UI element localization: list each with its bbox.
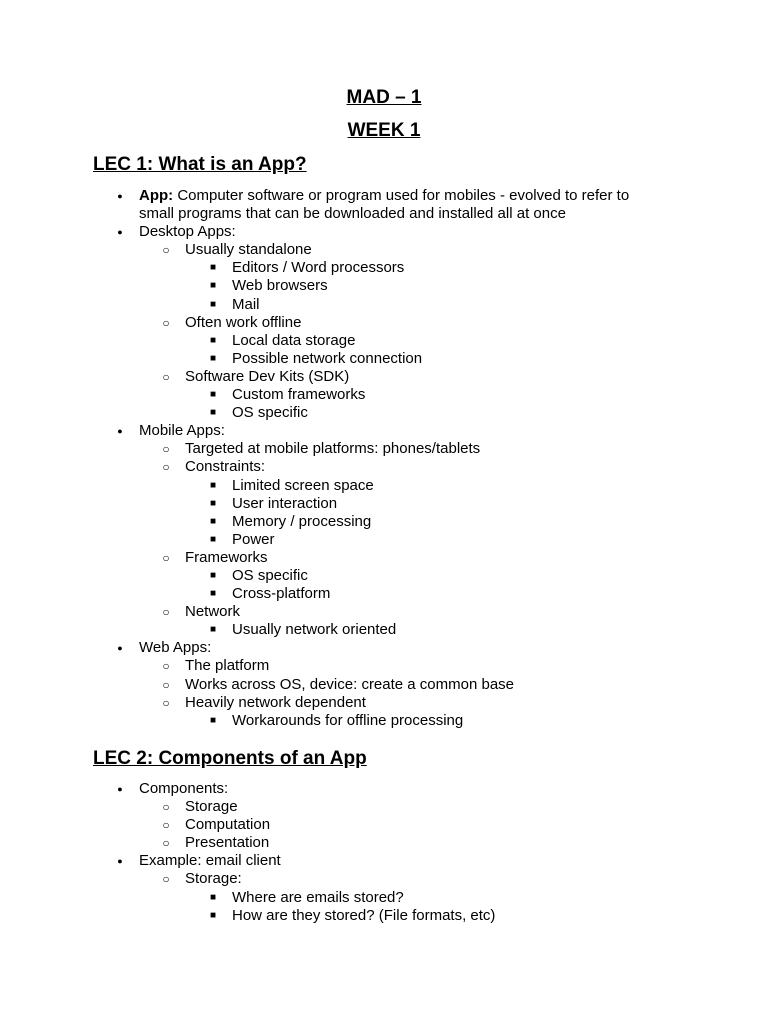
list-item-text: Software Dev Kits (SDK) [185, 367, 350, 385]
list-item-text: Network [185, 603, 241, 621]
list-item [0, 657, 768, 675]
list-item-text: Desktop Apps: [139, 223, 236, 241]
square-bullet-icon [205, 585, 221, 603]
list-item-text: User interaction [232, 494, 338, 512]
hollow-circle-bullet-icon [158, 549, 174, 567]
hollow-circle-bullet-icon [158, 834, 174, 852]
list-item [0, 422, 768, 440]
square-bullet-icon [205, 259, 221, 277]
lecture-1-heading: LEC 1: What is an App? [93, 154, 307, 175]
term-label: App: [139, 187, 174, 204]
hollow-circle-bullet-icon [158, 440, 174, 458]
list-item-text: Memory / processing [232, 512, 372, 530]
list-item-text: Editors / Word processors [232, 259, 405, 277]
list-item-text: Example: email client [139, 852, 281, 870]
list-item-text: Mail [232, 295, 260, 313]
list-item-text: Frameworks [185, 548, 268, 566]
list-item-text: Workarounds for offline processing [232, 711, 464, 729]
list-item-text: Storage [185, 798, 238, 816]
list-item-text: OS specific [232, 404, 308, 422]
list-item-text: Usually standalone [185, 241, 312, 259]
list-item [0, 404, 768, 422]
list-item [0, 816, 768, 834]
list-item-text: Power [232, 530, 275, 548]
list-item-text: Constraints: [185, 458, 266, 476]
square-bullet-icon [205, 296, 221, 314]
list-item-text: Heavily network dependent [185, 693, 366, 711]
hollow-circle-bullet-icon [158, 676, 174, 694]
list-item [0, 621, 768, 639]
list-item [0, 834, 768, 852]
square-bullet-icon [205, 513, 221, 531]
square-bullet-icon [205, 907, 221, 925]
list-item [0, 495, 768, 513]
square-bullet-icon [205, 477, 221, 495]
list-item-text: Limited screen space [232, 476, 374, 494]
list-item-text: Mobile Apps: [139, 422, 225, 440]
hollow-circle-bullet-icon [158, 241, 174, 259]
list-item [0, 694, 768, 712]
lecture-2-heading: LEC 2: Components of an App [93, 748, 367, 769]
filled-circle-bullet-icon [112, 223, 128, 242]
list-item [0, 386, 768, 404]
square-bullet-icon [205, 404, 221, 422]
list-item [0, 332, 768, 350]
list-item [0, 477, 768, 495]
list-item-text: Where are emails stored? [232, 888, 404, 906]
filled-circle-bullet-icon [112, 422, 128, 441]
list-item [0, 187, 768, 223]
hollow-circle-bullet-icon [158, 694, 174, 712]
list-item [0, 889, 768, 907]
list-item [0, 513, 768, 531]
list-item [0, 549, 768, 567]
list-item-text: Cross-platform [232, 585, 331, 603]
list-item-text: How are they stored? (File formats, etc) [232, 906, 496, 924]
lecture-2-list [0, 780, 768, 925]
hollow-circle-bullet-icon [158, 816, 174, 834]
term-definition: Computer software or program used for mobiles - evolved to refer to small programs that can be downloaded and installed all at once [139, 187, 630, 223]
hollow-circle-bullet-icon [158, 314, 174, 332]
list-item [0, 676, 768, 694]
filled-circle-bullet-icon [112, 639, 128, 658]
list-item [0, 259, 768, 277]
square-bullet-icon [205, 567, 221, 585]
document-title: MAD – 1 [346, 87, 422, 108]
list-item-text: Custom frameworks [232, 386, 366, 404]
list-item-text: Targeted at mobile platforms: phones/tablets [185, 440, 481, 458]
list-item [0, 870, 768, 888]
list-item [0, 458, 768, 476]
list-item-text: Possible network connection [232, 349, 423, 367]
hollow-circle-bullet-icon [158, 870, 174, 888]
list-item-text: Web Apps: [139, 639, 212, 657]
hollow-circle-bullet-icon [158, 798, 174, 816]
list-item-text: Storage: [185, 870, 242, 888]
list-item [0, 277, 768, 295]
list-item [0, 241, 768, 259]
square-bullet-icon [205, 332, 221, 350]
list-item [0, 350, 768, 368]
list-item-text: Local data storage [232, 331, 356, 349]
square-bullet-icon [205, 531, 221, 549]
hollow-circle-bullet-icon [158, 458, 174, 476]
square-bullet-icon [205, 386, 221, 404]
list-item-text: Web browsers [232, 277, 328, 295]
list-item-text: Computation [185, 816, 271, 834]
list-item-text: Usually network oriented [232, 621, 397, 639]
list-item [0, 440, 768, 458]
list-item [0, 780, 768, 798]
list-item [0, 798, 768, 816]
list-item-text: The platform [185, 657, 270, 675]
square-bullet-icon [205, 621, 221, 639]
list-item-text: OS specific [232, 566, 308, 584]
list-item [0, 368, 768, 386]
list-item [0, 223, 768, 241]
filled-circle-bullet-icon [112, 852, 128, 871]
square-bullet-icon [205, 277, 221, 295]
list-item [0, 567, 768, 585]
list-item-text: Components: [139, 780, 229, 797]
list-item [0, 603, 768, 621]
hollow-circle-bullet-icon [158, 603, 174, 621]
square-bullet-icon [205, 495, 221, 513]
week-heading: WEEK 1 [347, 120, 421, 141]
list-item [0, 907, 768, 925]
list-item-text: Presentation [185, 834, 270, 852]
filled-circle-bullet-icon [112, 187, 128, 206]
list-item [0, 314, 768, 332]
hollow-circle-bullet-icon [158, 657, 174, 675]
list-item [0, 639, 768, 657]
filled-circle-bullet-icon [112, 780, 128, 799]
square-bullet-icon [205, 350, 221, 368]
square-bullet-icon [205, 889, 221, 907]
list-item [0, 852, 768, 870]
lecture-1-list [0, 187, 768, 730]
list-item [0, 296, 768, 314]
list-item [0, 712, 768, 730]
list-item [0, 585, 768, 603]
square-bullet-icon [205, 712, 221, 730]
list-item-text: Works across OS, device: create a common base [185, 675, 515, 693]
list-item-text [139, 187, 659, 223]
hollow-circle-bullet-icon [158, 368, 174, 386]
list-item-text: Often work offline [185, 313, 302, 331]
list-item [0, 531, 768, 549]
